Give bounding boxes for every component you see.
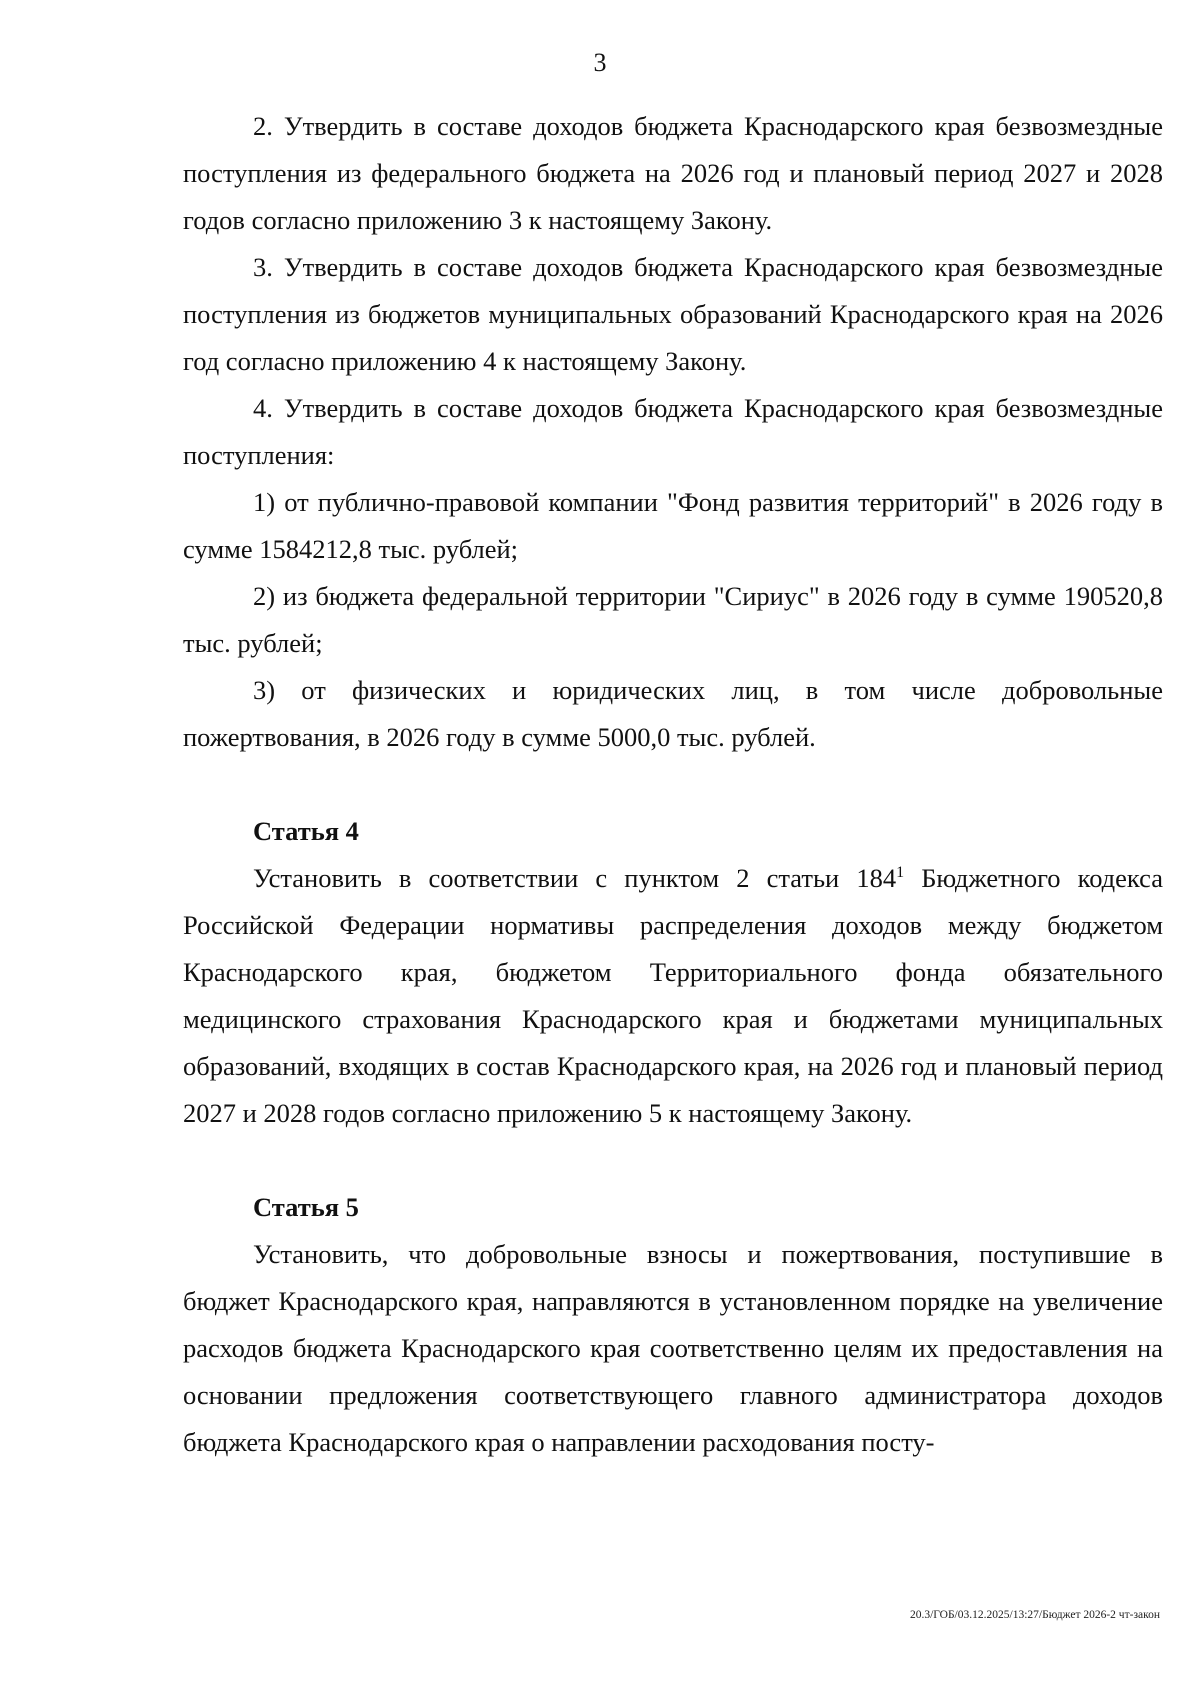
paragraph-4: 4. Утвердить в составе доходов бюджета Краснодарского края безвозмездные поступления:	[183, 393, 1163, 470]
paragraph-4-item-2: 2) из бюджета федеральной территории "Сириус" в 2026 году в сумме 190520,8 тыс. рублей;	[183, 581, 1163, 658]
paragraph-4-item-3: 3) от физических и юридических лиц, в том числе добровольные пожертвования, в 2026 году в сумме 5000,0 тыс. рублей.	[183, 675, 1163, 752]
document-body	[183, 103, 1163, 1466]
paragraph-3: 3. Утвердить в составе доходов бюджета Краснодарского края безвозмездные поступления из бюджетов муниципальных образований Краснодарского края на 2026 год согласно приложению 4 к настоящему Закону.	[183, 252, 1163, 376]
article-5-heading: Статья 5	[253, 1192, 359, 1222]
article-4-text-after: Бюджетного кодекса Российской Федерации нормативы распределения доходов между бюджетом Краснодарского края, бюджетом Территориального фонда обязательного медицинского страхования Краснодарского края и бюджетами муниципальных образований, входящих в состав Краснодарского края, на 2026 год и плановый период 2027 и 2028 годов согласно приложению 5 к настоящему Закону.	[183, 863, 1163, 1128]
article-4-heading: Статья 4	[253, 816, 359, 846]
article-4-text	[183, 855, 1163, 1137]
article-5-text: Установить, что добровольные взносы и пожертвования, поступившие в бюджет Краснодарского края, направляются в установленном порядке на увеличение расходов бюджета Краснодарского края соответственно целям их предоставления на основании предложения соответствующего главного администратора доходов бюджета Краснодарского края о направлении расходования посту-	[183, 1239, 1163, 1457]
page-number: 3	[593, 48, 607, 77]
footer-document-code: 20.3/ГОБ/03.12.2025/13:27/Бюджет 2026-2 чт-закон	[909, 1609, 1160, 1621]
paragraph-2: 2. Утвердить в составе доходов бюджета Краснодарского края безвозмездные поступления из федерального бюджета на 2026 год и плановый период 2027 и 2028 годов согласно приложению 3 к настоящему Закону.	[183, 111, 1163, 235]
article-4-superscript: 1	[896, 864, 905, 881]
article-4-text-before: Установить в соответствии с пунктом 2 статьи 184	[253, 863, 897, 893]
paragraph-4-item-1: 1) от публично-правовой компании "Фонд развития территорий" в 2026 году в сумме 1584212,8 тыс. рублей;	[183, 487, 1163, 564]
